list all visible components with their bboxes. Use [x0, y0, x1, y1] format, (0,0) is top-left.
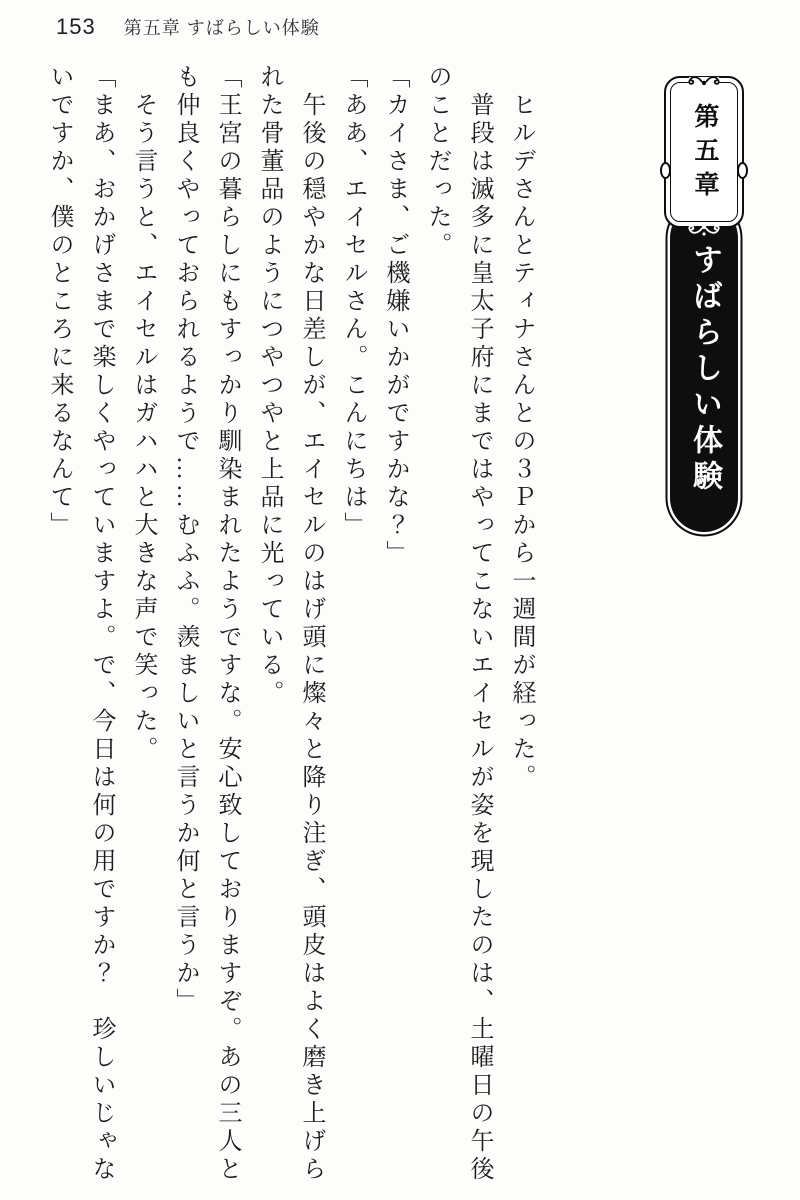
text-column: 「まあ、おかげさまで楽しくやっていますよ。で、今日は何の用ですか？ 珍しいじゃな: [88, 64, 114, 1184]
text-column: 「ああ、エイセルさん。こんにちは」: [340, 64, 366, 540]
text-column: いですか、僕のところに来るなんて」: [46, 64, 72, 540]
text-column: そう言うと、エイセルはガハハと大きな声で笑った。: [130, 64, 156, 764]
text-column: 「カイさま、ご機嫌いかがですかな？」: [382, 64, 408, 568]
running-header: [56, 14, 320, 40]
chapter-title-text: すばらしい体験: [688, 244, 721, 496]
text-column: 午後の穏やかな日差しが、エイセルのはげ頭に燦々と降り注ぎ、頭皮はよく磨き上げら: [298, 64, 324, 1184]
chapter-label-frame-inner: [670, 82, 738, 222]
text-column: 「王宮の暮らしにもすっかり馴染まれたようですな。安心致しておりますぞ。あの三人と: [214, 64, 240, 1184]
frame-flourish-bottom-icon: [681, 222, 727, 240]
page-number: 153: [56, 14, 96, 39]
text-column: も仲良くやっておられるようで……むふふ。羨ましいと言うか何と言うか」: [172, 64, 198, 1016]
chapter-title-badge: [664, 76, 744, 532]
text-column: 普段は滅多に皇太子府にまではやってこないエイセルが姿を現したのは、土曜日の午後: [466, 64, 492, 1184]
frame-side-ornament-icon: [737, 162, 748, 179]
text-column: のことだった。: [424, 64, 450, 260]
chapter-label-frame: [664, 76, 744, 228]
body-text: [26, 64, 542, 1196]
text-column: ヒルデさんとティナさんとの３Ｐから一週間が経った。: [508, 64, 534, 792]
text-column: れた骨董品のようにつやつやと上品に光っている。: [256, 64, 282, 708]
frame-flourish-top-icon: [681, 74, 727, 88]
running-header-title: 第五章 すばらしい体験: [123, 18, 320, 38]
chapter-label-text: 第五章: [691, 103, 718, 205]
chapter-title-banner: [670, 204, 738, 532]
frame-side-ornament-icon: [660, 162, 671, 179]
